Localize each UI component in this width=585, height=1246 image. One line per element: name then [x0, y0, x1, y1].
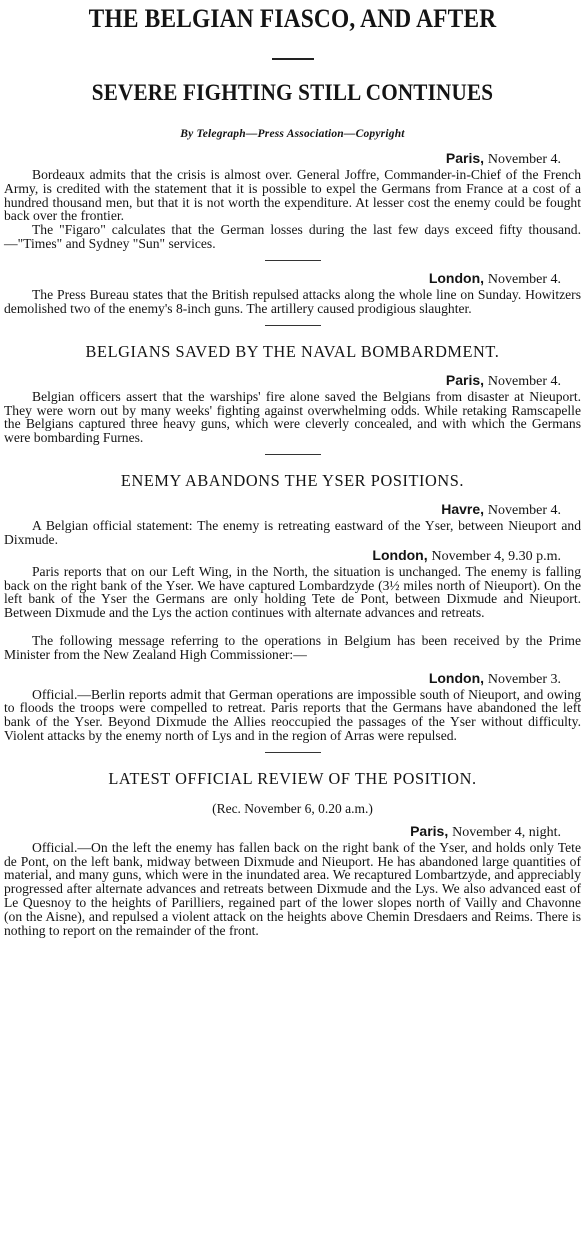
section-heading: ENEMY ABANDONS THE YSER POSITIONS. [120, 471, 465, 491]
dateline-date: November 4. [487, 373, 561, 389]
received-time: (Rec. November 6, 0.20 a.m.) [212, 800, 373, 816]
dateline-paris-1 [4, 150, 581, 168]
divider [265, 454, 321, 455]
section-heading: BELGIANS SAVED BY THE NAVAL BOMBARDMENT. [85, 341, 500, 361]
dateline-date: November 4, night. [452, 824, 561, 840]
headline: THE BELGIAN FIASCO, AND AFTER [88, 4, 497, 33]
dateline-city: Paris, [410, 822, 449, 839]
section-heading: LATEST OFFICIAL REVIEW OF THE POSITION. [108, 768, 477, 788]
divider [265, 752, 321, 753]
dateline-date: November 4. [487, 152, 561, 167]
divider [265, 325, 321, 326]
paragraph: The following message referring to the operations in Belgium has been received by the Prime Minister from the New Zealand High Commissioner:— [4, 632, 581, 662]
dateline-london-1 [4, 270, 581, 288]
paragraph: The "Figaro" calculates that the German losses during the last few days exceed fifty thousand.—"Times" and Sydney "Sun" services. [4, 222, 581, 251]
dateline-paris-2 [4, 372, 581, 390]
dateline-paris-3 [4, 823, 581, 841]
headline-rule [272, 58, 314, 60]
dateline-date: November 4, 9.30 p.m. [431, 548, 561, 564]
dateline-london-2 [4, 547, 581, 565]
dateline-date: November 4. [487, 503, 561, 519]
spacer [4, 662, 581, 670]
paragraph: Official.—Berlin reports admit that German operations are impossible south of Nieuport, and owing to floods the troops were compelled to retreat. Paris reports that the Germans have abandoned the left bank of the Yser. Beyond Dixmude the Allies reoccupied the passages of the Yser without difficulty. Violent attacks by the enemy north of Lys and in the region of Arras were repulsed. [4, 686, 581, 743]
paragraph: Paris reports that on our Left Wing, in the North, the situation is unchanged. The enemy is falling back on the right bank of the Yser. We have captured Lombardzyde (3½ miles north of Nieuport). On the left bank of the Yser the Germans are only holding Tete de Pont, between Dixmude and Nieuport. Between Dixmude and the Lys the action continues with alternate advances and retreats. [4, 563, 581, 621]
dateline-date: November 4. [487, 271, 561, 287]
dateline-havre [4, 501, 581, 519]
newspaper-page [0, 4, 585, 1246]
dateline-city: Paris, [445, 371, 485, 388]
dateline-city: Paris, [445, 150, 485, 166]
paragraph: Belgian officers assert that the warships' fire alone saved the Belgians from disaster at Nieuport. They were worn out by many weeks' fighting against overwhelming odds. While retaking Ramscapelle the Belgians captured three heavy guns, which were cleverly concealed, and with which the Germans were bombarding Furnes. [4, 388, 581, 446]
dateline-city: Havre, [441, 501, 485, 518]
paragraph: The Press Bureau states that the British repulsed attacks along the whole line on Sunday. Howitzers demolished two of the enemy's 8-inch guns. The artillery caused prodigious slaughter. [4, 286, 581, 316]
paragraph: Official.—On the left the enemy has fallen back on the right bank of the Yser, and holds only Tete de Pont, on the left bank, midway between Dixmude and Nieuport. He has abandoned large quantities of material, and many guns, which were in the inundated area. We recaptured Lombartzyde, and appreciably progressed after alternate advances and retreats between Dixmude and the Lys. We also advanced east of Le Quesnoy to the heights of Parilliers, regained part of the lower slopes north of Vailly and Chavonne (on the Aisne), and repulsed a violent attack on the heights above Chemin Dresdaers and Reims. There is nothing to report on the remainder of the front. [4, 839, 581, 938]
paragraph: Bordeaux admits that the crisis is almost over. General Joffre, Commander-in-Chief of the French Army, is credited with the statement that it is possible to expel the Germans from France at a cost of a hundred thousand men, but that it is not worth the expenditure. At lesser cost the enemy could be fought back over the frontier. [4, 167, 581, 224]
dateline-london-3 [4, 670, 581, 688]
dateline-city: London, [428, 269, 485, 286]
paragraph: A Belgian official statement: The enemy is retreating eastward of the Yser, between Nieuport and Dixmude. [4, 518, 581, 547]
dateline-city: London, [372, 546, 428, 563]
dateline-city: London, [428, 669, 485, 686]
spacer [4, 620, 581, 634]
divider [265, 260, 321, 261]
dateline-date: November 3. [487, 671, 561, 687]
press-credit: By Telegraph—Press Association—Copyright [180, 128, 405, 140]
subheadline: SEVERE FIGHTING STILL CONTINUES [91, 80, 494, 105]
